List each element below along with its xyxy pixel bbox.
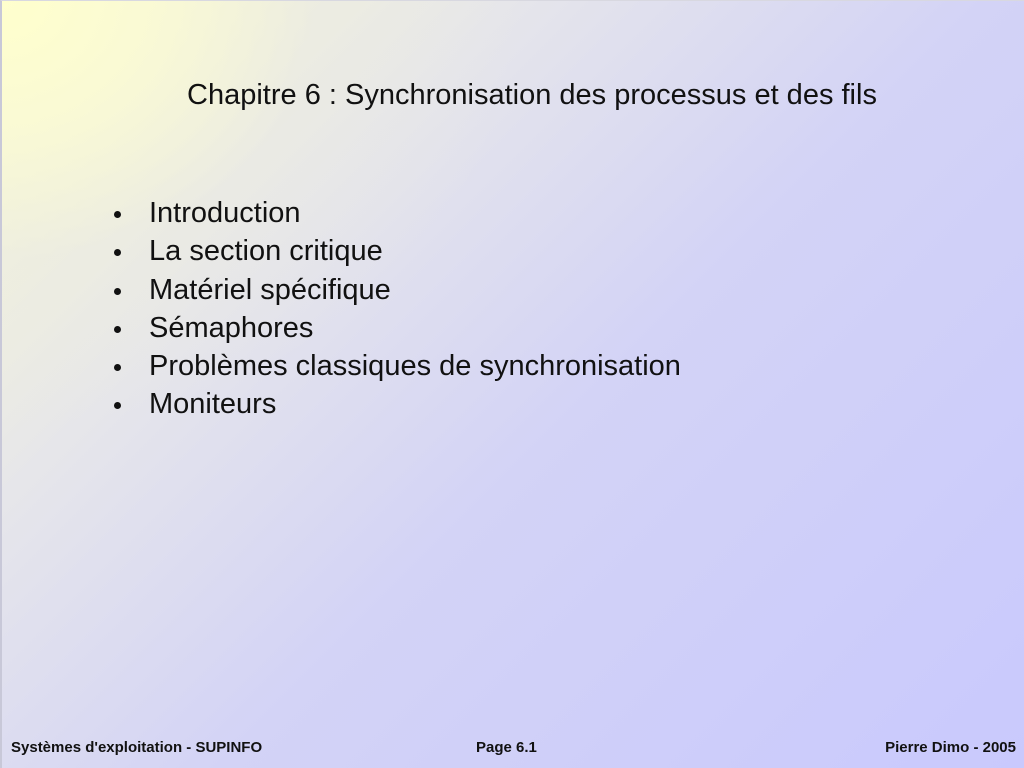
list-item [114, 309, 681, 347]
slide-title: Chapitre 6 : Synchronisation des processus et des fils [187, 79, 877, 111]
list-item [114, 271, 681, 309]
list-item [114, 232, 681, 270]
list-item [114, 347, 681, 385]
list-item [114, 194, 681, 232]
bullet-text: Moniteurs [149, 388, 277, 421]
bullet-icon [114, 288, 121, 295]
footer-course: Systèmes d'exploitation - SUPINFO [11, 739, 263, 756]
footer-author: Pierre Dimo - 2005 [885, 739, 1016, 756]
bullet-text: Introduction [149, 197, 301, 229]
bullet-icon [114, 326, 121, 333]
bullet-list [114, 194, 681, 424]
bullet-icon [114, 402, 121, 409]
bullet-icon [114, 249, 121, 256]
bullet-icon [114, 211, 121, 218]
bullet-text: La section critique [149, 235, 383, 268]
footer-page-number: Page 6.1 [476, 739, 537, 756]
bullet-icon [114, 364, 121, 371]
bullet-text: Sémaphores [149, 311, 314, 344]
bullet-text: Matériel spécifique [149, 273, 391, 306]
bullet-text: Problèmes classiques de synchronisation [149, 350, 681, 383]
list-item [114, 385, 681, 423]
slide-footer [2, 739, 1024, 761]
